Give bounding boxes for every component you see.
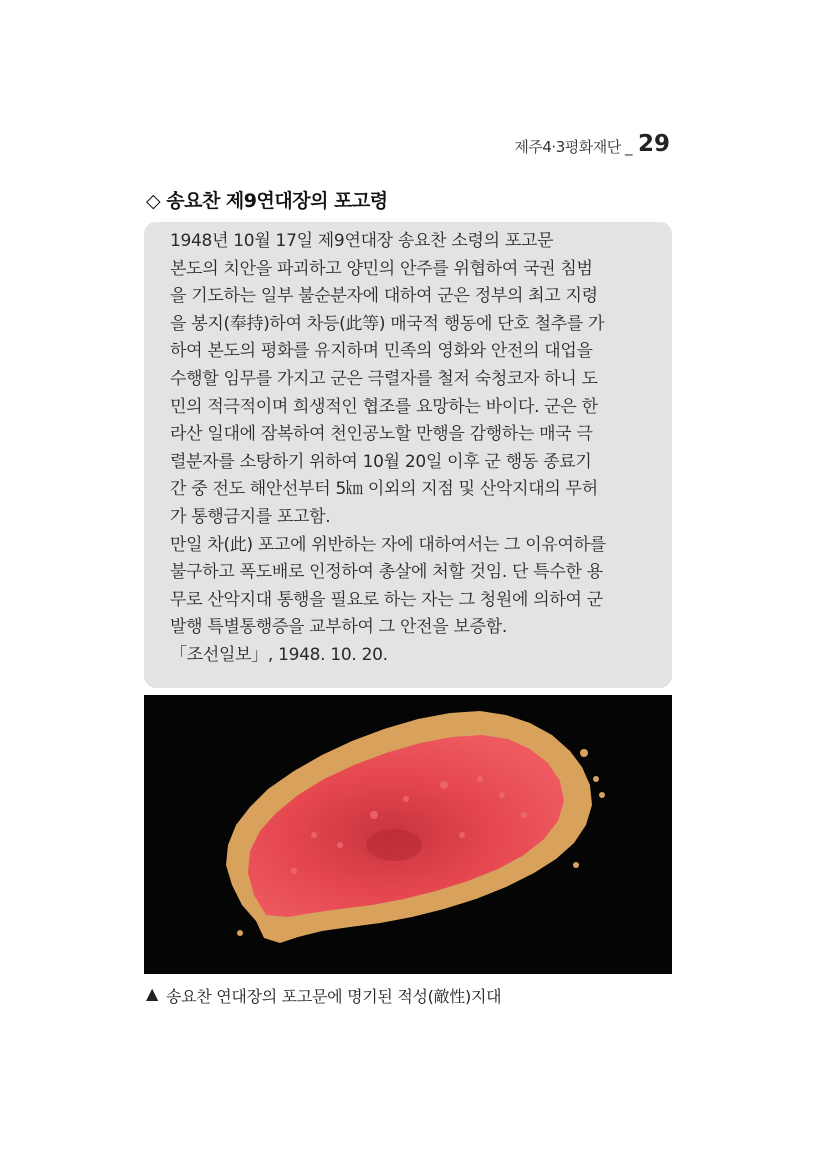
quote-line: 본도의 치안을 파괴하고 양민의 안주를 위협하여 국권 침범 [170,258,593,279]
running-header [514,132,670,156]
oreum [403,796,409,802]
running-header-publisher: 제주4·3평화재단 _ [514,138,632,156]
quote-line: 발행 특별통행증을 교부하여 그 안전을 보증함. [170,617,507,638]
quote-line: 간 중 전도 해안선부터 5㎞ 이외의 지점 및 산악지대의 무허 [170,479,598,500]
figure-caption-text: 송요찬 연대장의 포고문에 명기된 적성(敵性)지대 [166,987,502,1006]
oreum [499,792,505,798]
islet [237,930,243,936]
oreum [440,781,448,789]
islet [599,792,605,798]
oreum [477,776,483,782]
section-title-text: 송요찬 제9연대장의 포고령 [166,190,388,212]
quote-line: 수행할 임무를 가지고 군은 극렬자를 철저 숙청코자 하니 도 [170,368,598,389]
triangle-up-icon: ▲ [146,984,159,1003]
quote-line: 무로 산악지대 통행을 필요로 하는 자는 그 청원에 의하여 군 [170,589,603,610]
quote-line: 가 통행금지를 포고함. [170,506,331,527]
oreum [311,832,317,838]
quote-line: 을 봉지(奉持)하여 차등(此等) 매국적 행동에 단호 철추를 가 [170,313,605,334]
oreum [521,812,527,818]
quote-line: 불구하고 폭도배로 인정하여 총살에 처할 것임. 단 특수한 용 [170,562,603,583]
quote-line: 라산 일대에 잠복하여 천인공노할 만행을 감행하는 매국 극 [170,424,593,445]
figure-caption [146,984,501,1007]
section-title [146,186,388,213]
oreum [459,832,465,838]
islet [573,862,579,868]
quote-line: 하여 본도의 평화를 유지하며 민족의 영화와 안전의 대업을 [170,341,593,362]
quote-line: 만일 차(此) 포고에 위반하는 자에 대하여서는 그 이유여하를 [170,534,606,555]
page-number: 29 [637,131,670,157]
quote-citation: 「조선일보」, 1948. 10. 20. [170,644,388,665]
diamond-icon: ◇ [146,190,161,212]
hostile-zone-area [248,735,564,917]
oreum [291,868,297,874]
proclamation-quote-box [144,222,672,688]
jeju-island-map-image [144,695,672,974]
islet [580,749,588,757]
quote-line: 1948년 10월 17일 제9연대장 송요찬 소령의 포고문 [170,231,554,251]
quote-line: 렬분자를 소탕하기 위하여 10월 20일 이후 군 행동 종료기 [170,451,592,472]
quote-line: 을 기도하는 일부 불순분자에 대하여 군은 정부의 최고 지령 [170,286,598,307]
hallasan-summit [366,829,422,861]
quote-line: 민의 적극적이며 희생적인 협조를 요망하는 바이다. 군은 한 [170,396,598,417]
oreum [337,842,343,848]
oreum [370,811,378,819]
islet [593,776,599,782]
jeju-island-relief [144,695,672,974]
